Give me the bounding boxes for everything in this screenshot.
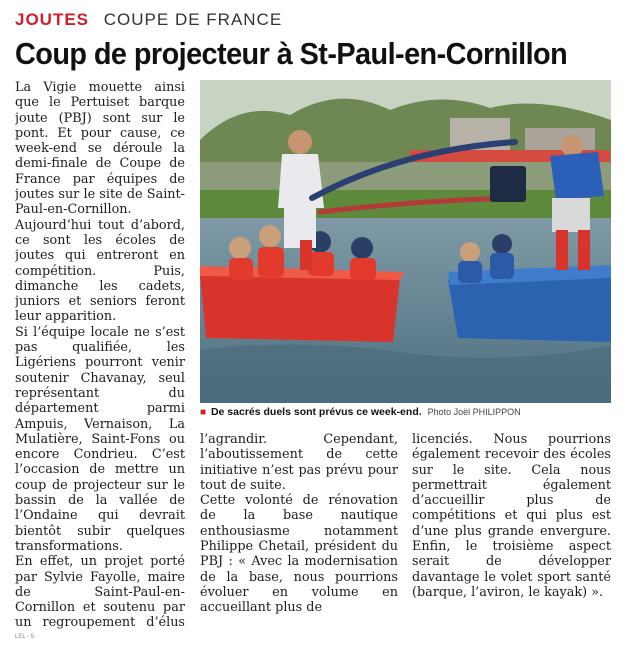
paragraph: l’agrandir. Cependant, l’aboutissement de cette initiative n’est pas prévu pour tout de suite.	[200, 432, 398, 493]
paragraph: Si l’équipe locale ne s’est pas qualifiée, les Ligériens pourront venir soutenir Chavanay, seul représentant du département parmi Ampuis, Vernaison, La Mulatière, Saint-Fons ou encore Condrieu. C’est l’occasion de mettre un coup de projecteur sur le bassin de la vallée de l’Ondaine qui devrait bientôt subir quelques transformations.	[15, 324, 185, 554]
photo-jouster-shorts	[552, 198, 590, 232]
photo-rower-cap	[351, 237, 373, 259]
photo-jouster-sock	[578, 230, 590, 270]
page-reference: LEL - 5	[15, 634, 35, 640]
paragraph: Cette volonté de rénovation de la base nautique enthousiasme notamment Philippe Chetail, président du PBJ : « Avec la modernisation de la base, nous pourrions évoluer en volume en accueillant plus de	[200, 493, 398, 616]
photo-credit: Photo Joël PHILIPPON	[427, 407, 521, 417]
photo-rower-cap	[492, 234, 512, 254]
photo-rower-body	[229, 258, 253, 280]
headline: Coup de projecteur à St-Paul-en-Cornillon	[15, 36, 568, 71]
joust-photo	[200, 80, 611, 403]
article-column-3	[412, 432, 611, 627]
photo-rower-body	[458, 261, 482, 283]
photo-jouster-sock	[556, 230, 568, 270]
photo-jouster-sock	[300, 240, 312, 270]
rubric-section: COUPE DE FRANCE	[103, 10, 283, 29]
photo-rower-body	[258, 247, 284, 277]
rubric-kicker: JOUTES	[15, 10, 90, 29]
photo-rower-head	[259, 225, 281, 247]
paragraph: licenciés. Nous pourrions également recevoir des écoles sur le site. Cela nous permettrait également d’accueillir plus de compétitions et qui plus est d’une plus grande envergure. Enfin, le troisième aspect serait de développer davantage le volet sport santé (barque, l’aviron, le kayak) ».	[412, 432, 611, 600]
article-column-1	[15, 80, 185, 630]
photo-crowd	[200, 162, 611, 192]
caption-bullet-icon: ■	[200, 407, 207, 418]
photo-jouster-shirt	[550, 152, 604, 200]
photo-rower-head	[229, 237, 251, 259]
caption-text: De sacrés duels sont prévus ce week-end.	[210, 406, 422, 418]
photo-rower-body	[490, 253, 514, 279]
photo-jouster-head	[288, 130, 312, 154]
paragraph: La Vigie mouette ainsi que le Pertuiset barque joute (PBJ) sont sur le pont. Et pour cause, ce week-end se déroule la demi-finale de Coupe de France par équipes de joutes sur le site de Saint-Paul-en-Cornillon. Aujourd’hui tout d’abord, ce sont les écoles de joutes qui entreront en compétition. Puis, dimanche les cadets, juniors et seniors feront leur apparition.	[15, 80, 185, 325]
photo-rower-body	[350, 258, 376, 280]
rubric	[15, 10, 282, 30]
photo-jouster-shirt	[278, 154, 324, 208]
photo-caption	[200, 406, 611, 418]
photo-red-boat	[200, 275, 400, 342]
article-column-2	[200, 432, 398, 627]
photo-rower-head	[460, 242, 480, 262]
paragraph: En effet, un projet porté par Sylvie Fayolle, maire de Saint-Paul-en-Cornillon et soutenu par un regroupement d’élus	[15, 554, 185, 630]
photo-shield	[490, 166, 526, 202]
